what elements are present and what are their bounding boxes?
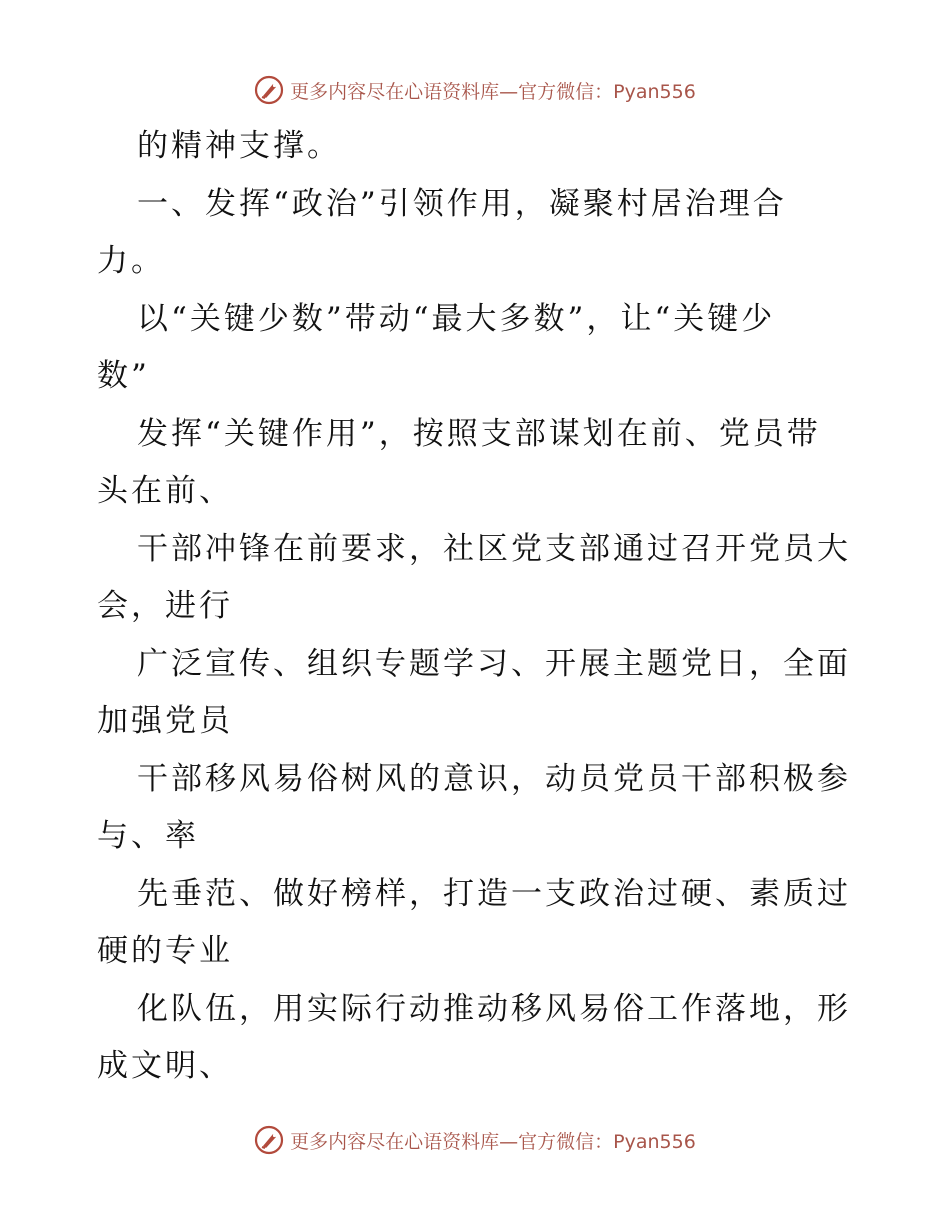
- text-line: 会，进行: [97, 588, 233, 624]
- text-line: 干部冲锋在前要求，社区党支部通过召开党员大: [137, 530, 851, 567]
- text-line: 头在前、: [97, 473, 233, 509]
- text-line: 数”: [97, 358, 150, 394]
- text-line: 发挥“关键作用”，按照支部谋划在前、党员带: [137, 415, 821, 452]
- header-watermark: [0, 70, 950, 110]
- text-line: 加强党员: [97, 703, 233, 739]
- watermark-text: 更多内容尽在心语资料库—官方微信：Pyan556: [290, 80, 696, 103]
- pen-nib-logo-icon: [254, 75, 284, 105]
- document-body: [97, 118, 857, 1096]
- text-line: 一、发挥“政治”引领作用，凝聚村居治理合: [137, 185, 787, 222]
- text-line: 硬的专业: [97, 933, 233, 969]
- watermark-text: 更多内容尽在心语资料库—官方微信：Pyan556: [290, 1130, 696, 1153]
- text-line: 化队伍，用实际行动推动移风易俗工作落地，形: [137, 990, 851, 1027]
- text-line: 成文明、: [97, 1048, 233, 1084]
- text-line: 与、率: [97, 818, 199, 854]
- text-line: 广泛宣传、组织专题学习、开展主题党日，全面: [137, 645, 851, 682]
- pen-nib-logo-icon: [254, 1125, 284, 1155]
- text-line: 干部移风易俗树风的意识，动员党员干部积极参: [137, 760, 851, 797]
- text-line: 先垂范、做好榜样，打造一支政治过硬、素质过: [137, 875, 851, 912]
- text-line: 力。: [97, 243, 165, 279]
- text-line: 的精神支撑。: [137, 128, 341, 164]
- text-line: 以“关键少数”带动“最大多数”，让“关键少: [137, 300, 776, 337]
- footer-watermark: [0, 1120, 950, 1160]
